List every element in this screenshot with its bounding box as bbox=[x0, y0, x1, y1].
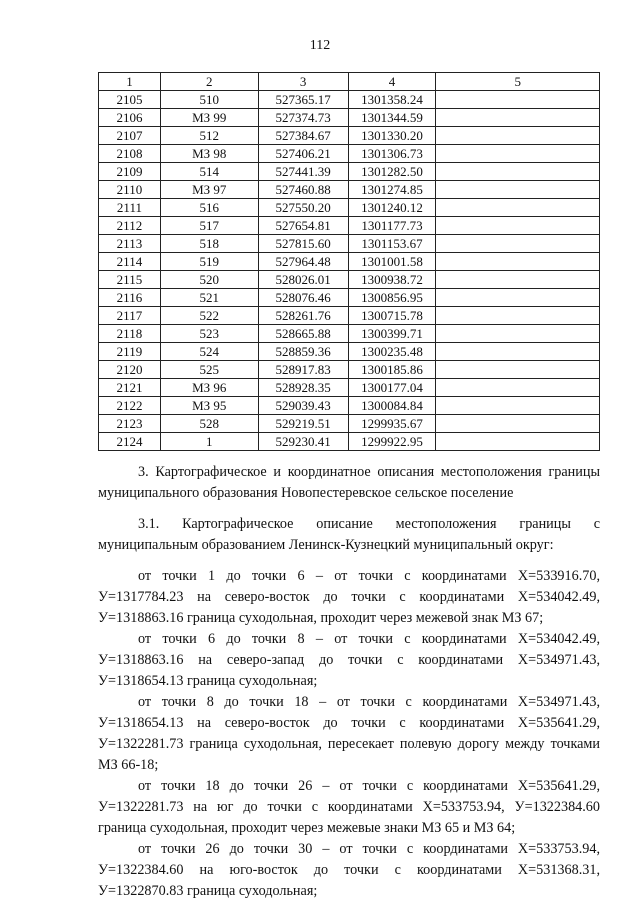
table-cell bbox=[436, 379, 600, 397]
table-row bbox=[99, 145, 600, 163]
table-cell bbox=[436, 127, 600, 145]
table-cell: 523 bbox=[160, 325, 258, 343]
table-cell: 528076.46 bbox=[258, 289, 348, 307]
boundary-paragraph: от точки 8 до точки 18 – от точки с координатами Х=534971.43, У=1318654.13 на северо-восток до точки с координатами Х=535641.29, У=1322281.73 граница суходольная, пересекает полевую дорогу между точками МЗ 66-18; bbox=[98, 694, 600, 773]
table-cell: 2123 bbox=[99, 415, 161, 433]
table-row bbox=[99, 307, 600, 325]
table-cell: 527964.48 bbox=[258, 253, 348, 271]
table-header-row bbox=[99, 73, 600, 91]
table-cell: 528859.36 bbox=[258, 343, 348, 361]
table-cell: 1299922.95 bbox=[348, 433, 436, 451]
table-cell: 1301153.67 bbox=[348, 235, 436, 253]
table-cell bbox=[436, 307, 600, 325]
table-cell: 510 bbox=[160, 91, 258, 109]
table-row bbox=[99, 109, 600, 127]
table-cell bbox=[436, 199, 600, 217]
table-cell: 2106 bbox=[99, 109, 161, 127]
table-cell: 2105 bbox=[99, 91, 161, 109]
table-cell: 527460.88 bbox=[258, 181, 348, 199]
table-cell bbox=[436, 217, 600, 235]
table-cell: 527654.81 bbox=[258, 217, 348, 235]
table-row bbox=[99, 433, 600, 451]
column-header-5: 5 bbox=[436, 73, 600, 91]
boundary-paragraph: от точки 1 до точки 6 – от точки с координатами Х=533916.70, У=1317784.23 на северо-восток до точки с координатами Х=534042.49, У=1318863.16 граница суходольная, проходит через межевой знак МЗ 67; bbox=[98, 568, 600, 626]
table-cell: 525 bbox=[160, 361, 258, 379]
table-cell bbox=[436, 253, 600, 271]
table-cell: 2113 bbox=[99, 235, 161, 253]
table-cell bbox=[436, 163, 600, 181]
table-cell: 512 bbox=[160, 127, 258, 145]
table-cell: 522 bbox=[160, 307, 258, 325]
table-cell: 2110 bbox=[99, 181, 161, 199]
table-cell: 528 bbox=[160, 415, 258, 433]
column-header-2: 2 bbox=[160, 73, 258, 91]
table-cell bbox=[436, 271, 600, 289]
table-cell bbox=[436, 343, 600, 361]
table-cell bbox=[436, 145, 600, 163]
table-cell: 1300177.04 bbox=[348, 379, 436, 397]
table-cell: 1300715.78 bbox=[348, 307, 436, 325]
table-row bbox=[99, 289, 600, 307]
table-cell: 528665.88 bbox=[258, 325, 348, 343]
column-header-3: 3 bbox=[258, 73, 348, 91]
table-cell: 2111 bbox=[99, 199, 161, 217]
table-cell: 2115 bbox=[99, 271, 161, 289]
table-cell: 528261.76 bbox=[258, 307, 348, 325]
table-row bbox=[99, 91, 600, 109]
page-number: 112 bbox=[309, 38, 331, 53]
table-cell: 1301282.50 bbox=[348, 163, 436, 181]
table-cell: 528928.35 bbox=[258, 379, 348, 397]
table-cell: 519 bbox=[160, 253, 258, 271]
table-cell: 2109 bbox=[99, 163, 161, 181]
table-cell bbox=[436, 235, 600, 253]
table-cell: МЗ 96 bbox=[160, 379, 258, 397]
table-cell: МЗ 97 bbox=[160, 181, 258, 199]
table-cell bbox=[436, 325, 600, 343]
table-cell: 1300399.71 bbox=[348, 325, 436, 343]
table-cell: 2117 bbox=[99, 307, 161, 325]
table-cell: 2114 bbox=[99, 253, 161, 271]
table-cell: МЗ 99 bbox=[160, 109, 258, 127]
table-cell: 527384.67 bbox=[258, 127, 348, 145]
table-row bbox=[99, 271, 600, 289]
table-cell: 1301240.12 bbox=[348, 199, 436, 217]
table-cell: 527550.20 bbox=[258, 199, 348, 217]
boundary-paragraph: от точки 6 до точки 8 – от точки с координатами Х=534042.49, У=1318863.16 на северо-запад до точки с координатами Х=534971.43, У=1318654.13 граница суходольная; bbox=[98, 631, 600, 689]
table-row bbox=[99, 343, 600, 361]
column-header-1: 1 bbox=[99, 73, 161, 91]
table-cell bbox=[436, 415, 600, 433]
table-row bbox=[99, 379, 600, 397]
table-row bbox=[99, 235, 600, 253]
boundary-paragraph: от точки 26 до точки 30 – от точки с координатами Х=533753.94, У=1322384.60 на юго-восток до точки с координатами Х=531368.31, У=1322870.83 граница суходольная; bbox=[98, 841, 600, 899]
boundary-description bbox=[98, 566, 600, 902]
table-cell: 1300084.84 bbox=[348, 397, 436, 415]
table-cell: 520 bbox=[160, 271, 258, 289]
table-cell: 528026.01 bbox=[258, 271, 348, 289]
table-row bbox=[99, 253, 600, 271]
table-cell: 527815.60 bbox=[258, 235, 348, 253]
table-cell: 1301306.73 bbox=[348, 145, 436, 163]
table-cell: 1301274.85 bbox=[348, 181, 436, 199]
table-cell: 1301001.58 bbox=[348, 253, 436, 271]
table-cell: 1301330.20 bbox=[348, 127, 436, 145]
table-row bbox=[99, 127, 600, 145]
table-cell bbox=[436, 91, 600, 109]
table-cell bbox=[436, 361, 600, 379]
table-cell: 2120 bbox=[99, 361, 161, 379]
table-cell: 529230.41 bbox=[258, 433, 348, 451]
table-cell: 1301358.24 bbox=[348, 91, 436, 109]
table-row bbox=[99, 217, 600, 235]
table-cell: 517 bbox=[160, 217, 258, 235]
table-cell: 1 bbox=[160, 433, 258, 451]
table-cell: МЗ 98 bbox=[160, 145, 258, 163]
table-cell: 1300185.86 bbox=[348, 361, 436, 379]
boundary-paragraph: от точки 18 до точки 26 – от точки с координатами Х=535641.29, У=1322281.73 на юг до точки с координатами Х=533753.94, У=1322384.60 граница суходольная, проходит через межевые знаки МЗ 65 и МЗ 64; bbox=[98, 778, 600, 836]
column-header-4: 4 bbox=[348, 73, 436, 91]
table-cell: 524 bbox=[160, 343, 258, 361]
table-cell: 528917.83 bbox=[258, 361, 348, 379]
table-cell: 2116 bbox=[99, 289, 161, 307]
table-cell: 1299935.67 bbox=[348, 415, 436, 433]
table-cell: 514 bbox=[160, 163, 258, 181]
table-row bbox=[99, 415, 600, 433]
table-cell bbox=[436, 433, 600, 451]
table-cell: 2121 bbox=[99, 379, 161, 397]
table-cell bbox=[436, 109, 600, 127]
table-row bbox=[99, 325, 600, 343]
table-cell: 2122 bbox=[99, 397, 161, 415]
table-cell: 1300856.95 bbox=[348, 289, 436, 307]
table-row bbox=[99, 199, 600, 217]
table-cell: 2124 bbox=[99, 433, 161, 451]
table-cell: 521 bbox=[160, 289, 258, 307]
table-cell: 527406.21 bbox=[258, 145, 348, 163]
table-cell: 1300235.48 bbox=[348, 343, 436, 361]
table-cell: 527374.73 bbox=[258, 109, 348, 127]
table-cell: 2108 bbox=[99, 145, 161, 163]
table-cell: МЗ 95 bbox=[160, 397, 258, 415]
section-3-1-heading: 3.1. Картографическое описание местоположения границы с муниципальным образованием Ленинск-Кузнецкий муниципальный округ: bbox=[98, 516, 600, 553]
table-cell: 1300938.72 bbox=[348, 271, 436, 289]
table-cell: 529039.43 bbox=[258, 397, 348, 415]
table-cell bbox=[436, 289, 600, 307]
table-cell: 1301177.73 bbox=[348, 217, 436, 235]
table-cell: 2107 bbox=[99, 127, 161, 145]
section-3-heading: 3. Картографическое и координатное описания местоположения границы муниципального образования Новопестеревское сельское поселение bbox=[98, 464, 600, 501]
coordinates-table bbox=[98, 72, 600, 451]
table-cell: 2118 bbox=[99, 325, 161, 343]
table-cell: 529219.51 bbox=[258, 415, 348, 433]
table-cell bbox=[436, 397, 600, 415]
table-cell: 527441.39 bbox=[258, 163, 348, 181]
table-row bbox=[99, 397, 600, 415]
table-cell: 1301344.59 bbox=[348, 109, 436, 127]
table-cell: 527365.17 bbox=[258, 91, 348, 109]
table-row bbox=[99, 361, 600, 379]
table-cell: 516 bbox=[160, 199, 258, 217]
table-cell bbox=[436, 181, 600, 199]
table-cell: 2119 bbox=[99, 343, 161, 361]
table-row bbox=[99, 181, 600, 199]
table-row bbox=[99, 163, 600, 181]
table-cell: 2112 bbox=[99, 217, 161, 235]
table-cell: 518 bbox=[160, 235, 258, 253]
